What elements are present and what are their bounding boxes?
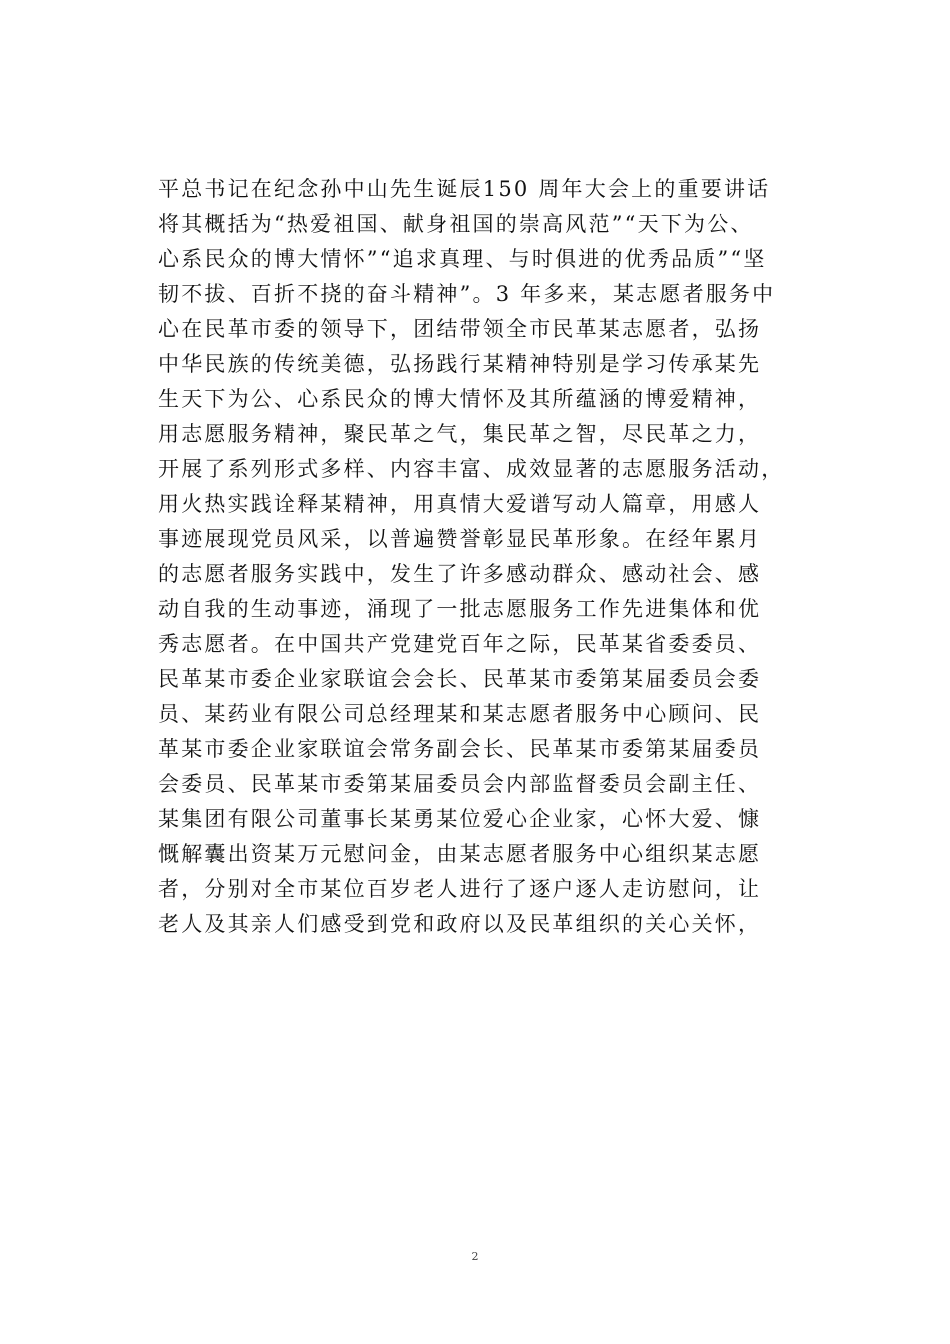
text-line: 心在民革市委的领导下，团结带领全市民革某志愿者，弘扬 (158, 317, 762, 341)
text-line: 员、某药业有限公司总经理某和某志愿者服务中心顾问、民 (158, 702, 762, 726)
text-line: 者，分别对全市某位百岁老人进行了逐户逐人走访慰问，让 (158, 877, 762, 901)
text-line: 平总书记在纪念孙中山先生诞辰150 周年大会上的重要讲话 (158, 177, 771, 201)
text-line: 革某市委企业家联谊会常务副会长、民革某市委第某届委员 (158, 737, 762, 761)
text-line: 用火热实践诠释某精神，用真情大爱谱写动人篇章，用感人 (158, 492, 762, 516)
page-number: 2 (471, 1250, 479, 1263)
text-line: 事迹展现党员风采，以普遍赞誉彰显民革形象。在经年累月 (158, 527, 762, 551)
text-line: 动自我的生动事迹，涌现了一批志愿服务工作先进集体和优 (158, 597, 762, 621)
text-line: 某集团有限公司董事长某勇某位爱心企业家，心怀大爱、慷 (158, 807, 762, 831)
text-line: 韧不拔、百折不挠的奋斗精神”。3 年多来，某志愿者服务中 (158, 282, 776, 306)
body-paragraph (158, 172, 830, 942)
text-line: 中华民族的传统美德，弘扬践行某精神特别是学习传承某先 (158, 352, 762, 376)
text-line: 秀志愿者。在中国共产党建党百年之际，民革某省委委员、 (158, 632, 762, 656)
text-line: 老人及其亲人们感受到党和政府以及民革组织的关心关怀， (158, 912, 762, 936)
text-line: 的志愿者服务实践中，发生了许多感动群众、感动社会、感 (158, 562, 762, 586)
text-line: 会委员、民革某市委第某届委员会内部监督委员会副主任、 (158, 772, 762, 796)
text-line: 慨解囊出资某万元慰问金，由某志愿者服务中心组织某志愿 (158, 842, 762, 866)
text-line: 用志愿服务精神，聚民革之气，集民革之智，尽民革之力， (158, 422, 762, 446)
text-line: 生天下为公、心系民众的博大情怀及其所蕴涵的博爱精神， (158, 387, 762, 411)
text-line: 将其概括为“热爱祖国、献身祖国的崇高风范”“天下为公、 (158, 212, 754, 236)
text-line: 民革某市委企业家联谊会会长、民革某市委第某届委员会委 (158, 667, 762, 691)
text-line: 心系民众的博大情怀”“追求真理、与时俱进的优秀品质”“坚 (158, 247, 767, 271)
text-line: 开展了系列形式多样、内容丰富、成效显著的志愿服务活动， (158, 457, 785, 481)
